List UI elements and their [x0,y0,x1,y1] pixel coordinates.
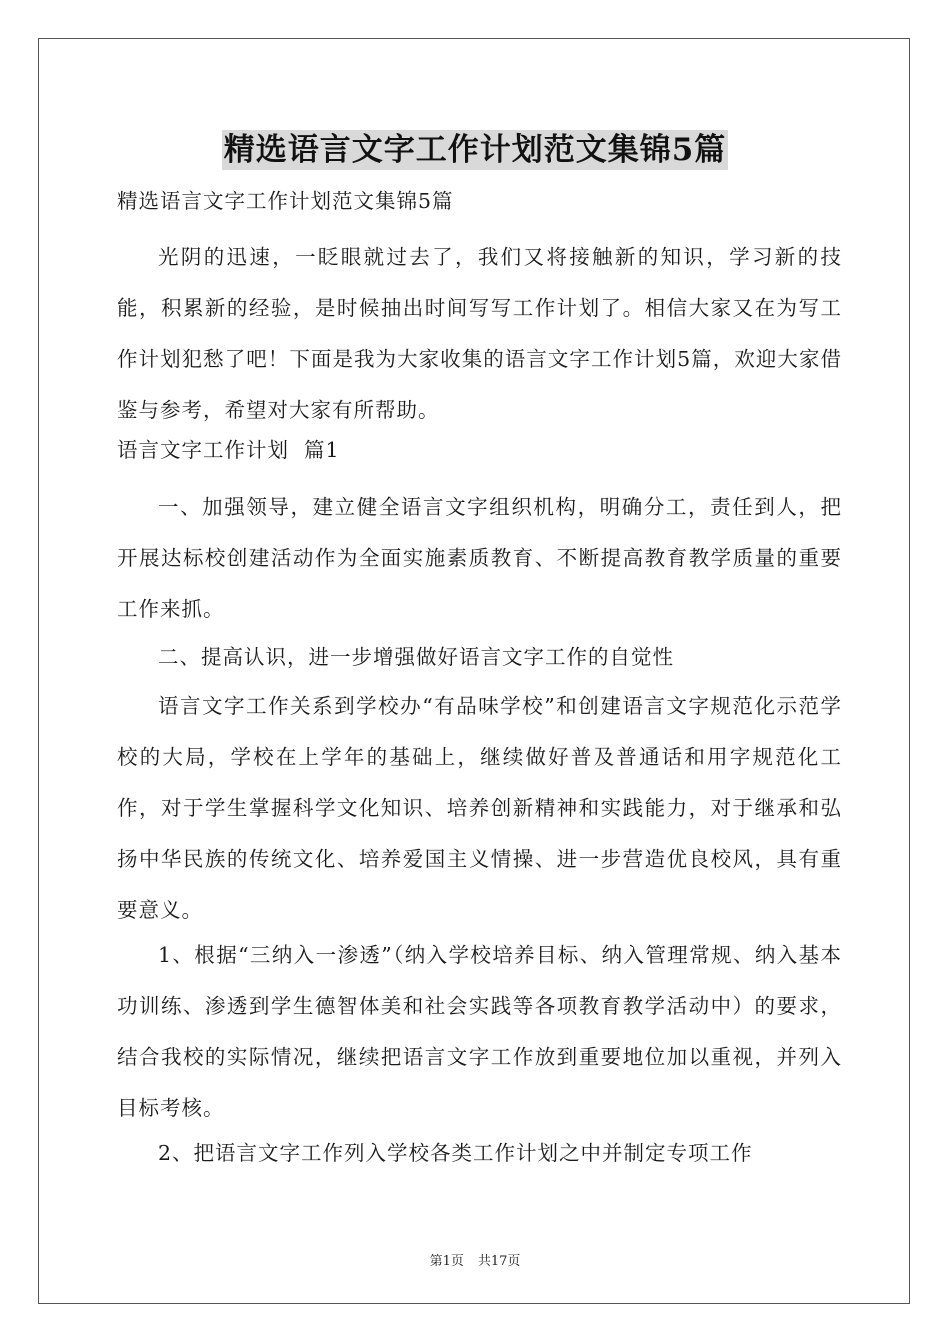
page-footer [0,1250,950,1269]
section-paragraph-1 [117,482,842,635]
intro-text: 光阴的迅速，一眨眼就过去了，我们又将接触新的知识，学习新的技能，积累新的经验，是时候抽出时间写写工作计划了。相信大家又在为写工作计划犯愁了吧！下面是我为大家收集的语言文字工作计划5篇，欢迎大家借鉴与参考，希望对大家有所帮助。 [117,245,842,422]
paragraph-text: 1、根据“三纳入一渗透”（纳入学校培养目标、纳入管理常规、纳入基本功训练、渗透到学生德智体美和社会实践等各项教育教学活动中）的要求，结合我校的实际情况，继续把语言文字工作放到重要地位加以重视，并列入目标考核。 [117,943,842,1120]
section-paragraph-4 [117,930,842,1134]
paragraph-text: 一、加强领导，建立健全语言文字组织机构，明确分工，责任到人，把开展达标校创建活动作为全面实施素质教育、不断提高教育教学质量的重要工作来抓。 [117,495,842,621]
section-paragraph-3 [117,681,842,936]
page-total: 共17页 [477,1254,521,1269]
section-heading-text: 语言文字工作计划 篇1 [117,438,340,462]
title-wrap [0,130,950,170]
section-paragraph-2 [117,632,842,683]
paragraph-text: 二、提高认识，进一步增强做好语言文字工作的自觉性 [158,645,674,669]
section-paragraph-5 [117,1128,842,1179]
subtitle-text: 精选语言文字工作计划范文集锦5篇 [117,189,454,213]
page-number: 第1页 [429,1254,464,1269]
paragraph-text: 语言文字工作关系到学校办“有品味学校”和创建语言文字规范化示范学校的大局，学校在上学年的基础上，继续做好普及普通话和用字规范化工作，对于学生掌握科学文化知识、培养创新精神和实践能力，对于继承和弘扬中华民族的传统文化、培养爱国主义情操、进一步营造优良校风，具有重要意义。 [117,694,842,922]
intro-paragraph [117,232,842,436]
document-subtitle [117,186,842,216]
document-title: 精选语言文字工作计划范文集锦5篇 [223,132,727,168]
section-heading [117,435,842,465]
paragraph-text: 2、把语言文字工作列入学校各类工作计划之中并制定专项工作 [158,1141,753,1165]
